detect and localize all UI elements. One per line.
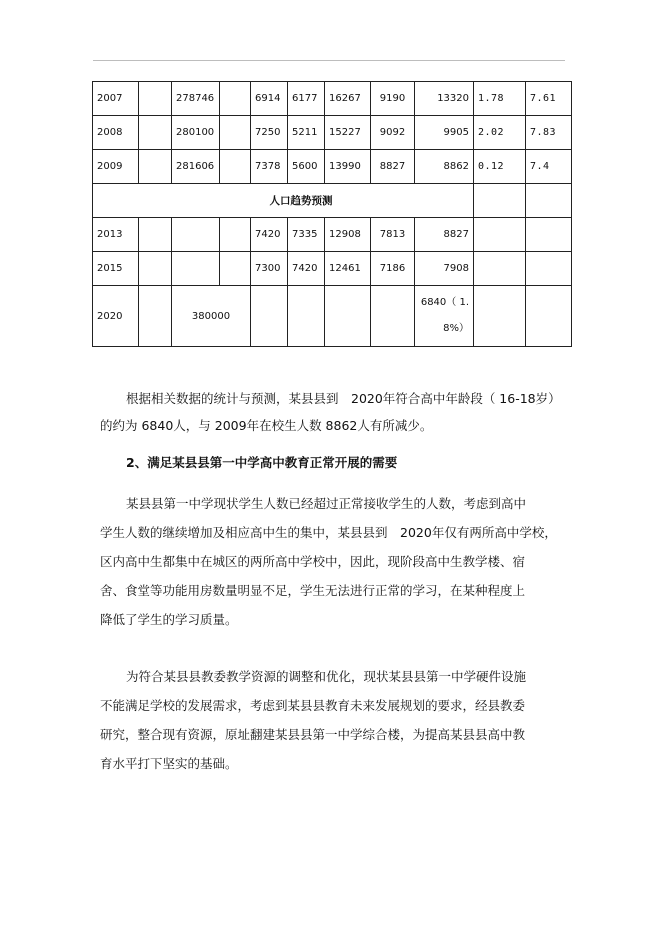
empty-cell xyxy=(139,252,172,286)
value-cell: 16267 xyxy=(325,82,371,116)
empty-cell xyxy=(526,286,572,347)
table-row xyxy=(93,252,572,286)
year-cell: 2007 xyxy=(93,82,139,116)
value-cell: 7378 xyxy=(251,150,288,184)
value-cell: 7813 xyxy=(371,218,415,252)
text-line: 研究，整合现有资源，原址翻建某县县第一中学综合楼，为提高某县县高中教 xyxy=(100,727,526,742)
empty-cell xyxy=(220,150,251,184)
empty-cell xyxy=(474,218,526,252)
text-line: 区内高中生都集中在城区的两所高中学校中，因此，现阶段高中生教学楼、宿 xyxy=(100,554,526,569)
text-line: 为符合某县县教委教学资源的调整和优化，现状某县县第一中学硬件设施 xyxy=(126,669,527,684)
value-cell: 1.78 xyxy=(474,82,526,116)
empty-cell xyxy=(474,184,526,218)
value-cell: 8862 xyxy=(415,150,474,184)
text-line: 学生人数的继续增加及相应高中生的集中，某县县到 2020年仅有两所高中学校， xyxy=(100,525,557,540)
empty-cell xyxy=(288,286,325,347)
value-line: 8%） xyxy=(443,323,469,334)
empty-cell xyxy=(371,286,415,347)
empty-cell xyxy=(139,218,172,252)
value-cell: 6177 xyxy=(288,82,325,116)
value-cell: 12461 xyxy=(325,252,371,286)
year-cell: 2009 xyxy=(93,150,139,184)
value-line: 6840（ 1. xyxy=(420,297,469,308)
value-cell: 7335 xyxy=(288,218,325,252)
value-cell: 5211 xyxy=(288,116,325,150)
value-cell: 13320 xyxy=(415,82,474,116)
value-cell: 7300 xyxy=(251,252,288,286)
year-cell: 2013 xyxy=(93,218,139,252)
value-cell: 9092 xyxy=(371,116,415,150)
section-heading: 2、满足某县县第一中学高中教育正常开展的需要 xyxy=(126,455,398,470)
paragraph-needs xyxy=(100,489,570,634)
empty-cell xyxy=(526,184,572,218)
value-cell: 7250 xyxy=(251,116,288,150)
population-table xyxy=(92,81,572,347)
empty-cell xyxy=(139,286,172,347)
value-cell: 5600 xyxy=(288,150,325,184)
empty-cell xyxy=(172,218,220,252)
table-row xyxy=(93,82,572,116)
value-cell: 7.61 xyxy=(526,82,572,116)
value-cell: 9905 xyxy=(415,116,474,150)
paragraph-conclusion xyxy=(100,662,570,778)
value-cell: 0.12 xyxy=(474,150,526,184)
section-title: 人口趋势预测 xyxy=(93,184,474,218)
value-cell: 8827 xyxy=(415,218,474,252)
text-line: 降低了学生的学习质量。 xyxy=(100,612,238,627)
empty-cell xyxy=(139,116,172,150)
text-line: 根据相关数据的统计与预测，某县县到 2020年符合高中年龄段（ 16-18岁） xyxy=(126,391,561,406)
table-row xyxy=(93,150,572,184)
population-cell: 380000 xyxy=(172,286,251,347)
text-line: 舍、食堂等功能用房数量明显不足，学生无法进行正常的学习，在某种程度上 xyxy=(100,583,526,598)
text-line: 不能满足学校的发展需求，考虑到某县县教育未来发展规划的要求，经县教委 xyxy=(100,698,526,713)
table-row xyxy=(93,116,572,150)
population-cell: 280100 xyxy=(172,116,220,150)
value-cell: 6914 xyxy=(251,82,288,116)
value-cell: 7908 xyxy=(415,252,474,286)
value-cell: 13990 xyxy=(325,150,371,184)
population-cell: 281606 xyxy=(172,150,220,184)
empty-cell xyxy=(526,218,572,252)
empty-cell xyxy=(325,286,371,347)
text-line: 育水平打下坚实的基础。 xyxy=(100,756,238,771)
value-cell: 7420 xyxy=(288,252,325,286)
table-row xyxy=(93,286,572,347)
text-line: 的约为 6840人，与 2009年在校生人数 8862人有所减少。 xyxy=(100,418,433,433)
empty-cell xyxy=(526,252,572,286)
population-cell: 278746 xyxy=(172,82,220,116)
table-section-row xyxy=(93,184,572,218)
year-cell: 2015 xyxy=(93,252,139,286)
empty-cell xyxy=(220,116,251,150)
value-cell: 2.02 xyxy=(474,116,526,150)
empty-cell xyxy=(139,150,172,184)
header-rule xyxy=(93,60,565,61)
value-cell: 8827 xyxy=(371,150,415,184)
empty-cell xyxy=(139,82,172,116)
empty-cell xyxy=(172,252,220,286)
empty-cell xyxy=(474,286,526,347)
year-cell: 2008 xyxy=(93,116,139,150)
value-cell: 15227 xyxy=(325,116,371,150)
empty-cell xyxy=(220,82,251,116)
table-row xyxy=(93,218,572,252)
value-cell: 7420 xyxy=(251,218,288,252)
empty-cell xyxy=(220,218,251,252)
paragraph-forecast xyxy=(100,385,570,439)
empty-cell xyxy=(220,252,251,286)
year-cell: 2020 xyxy=(93,286,139,347)
value-cell: 7186 xyxy=(371,252,415,286)
text-line: 某县县第一中学现状学生人数已经超过正常接收学生的人数，考虑到高中 xyxy=(126,496,527,511)
empty-cell xyxy=(474,252,526,286)
value-cell: 7.4 xyxy=(526,150,572,184)
value-cell: 7.83 xyxy=(526,116,572,150)
value-cell xyxy=(415,286,474,347)
value-cell: 9190 xyxy=(371,82,415,116)
empty-cell xyxy=(251,286,288,347)
value-cell: 12908 xyxy=(325,218,371,252)
